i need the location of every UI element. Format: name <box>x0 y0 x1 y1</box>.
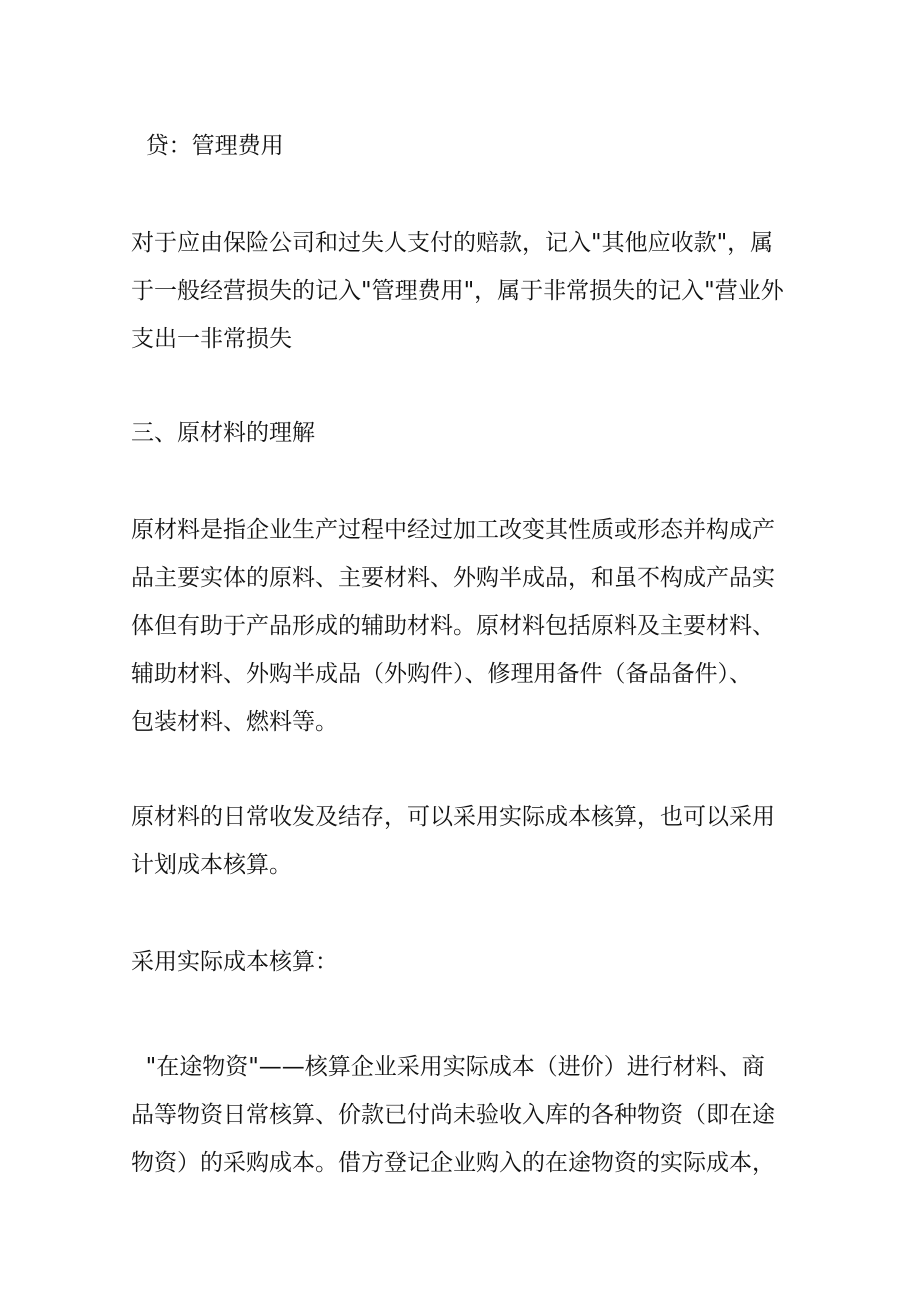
text-line: 辅助材料、外购半成品（外购件）、修理用备件（备品备件）、 <box>131 661 752 687</box>
text-line: 品主要实体的原料、主要材料、外购半成品，和虽不构成产品实 <box>131 565 775 591</box>
paragraph-goods-in-transit <box>131 1043 791 1187</box>
text-line: 采用实际成本核算： <box>131 949 338 975</box>
text-line: 原材料的日常收发及结存，可以采用实际成本核算，也可以采用 <box>131 804 775 830</box>
paragraph-compensation-entries <box>131 219 791 363</box>
text-line: "在途物资"——核算企业采用实际成本（进价）进行材料、商 <box>131 1054 765 1080</box>
paragraph-raw-material-definition <box>131 506 791 746</box>
paragraph-costing-methods <box>131 793 791 889</box>
text-line: 三、原材料的理解 <box>131 420 315 446</box>
text-line: 于一般经营损失的记入"管理费用"，属于非常损失的记入"营业外 <box>131 278 784 304</box>
text-line: 贷：管理费用 <box>131 133 284 159</box>
text-line: 包装材料、燃料等。 <box>131 709 338 735</box>
text-line: 品等物资日常核算、价款已付尚未验收入库的各种物资（即在途 <box>131 1102 775 1128</box>
text-line: 对于应由保险公司和过失人支付的赔款，记入"其他应收款"，属 <box>131 230 774 256</box>
paragraph-actual-cost-heading <box>131 938 791 986</box>
section-heading-raw-materials <box>131 409 791 457</box>
text-line: 原材料是指企业生产过程中经过加工改变其性质或形态并构成产 <box>131 517 775 543</box>
text-line: 体但有助于产品形成的辅助材料。原材料包括原料及主要材料、 <box>131 613 775 639</box>
text-line: 物资）的采购成本。借方登记企业购入的在途物资的实际成本， <box>131 1150 775 1176</box>
paragraph-credit-admin-expense <box>131 122 791 170</box>
text-line: 计划成本核算。 <box>131 852 292 878</box>
text-line: 支出一非常损失 <box>131 326 292 352</box>
